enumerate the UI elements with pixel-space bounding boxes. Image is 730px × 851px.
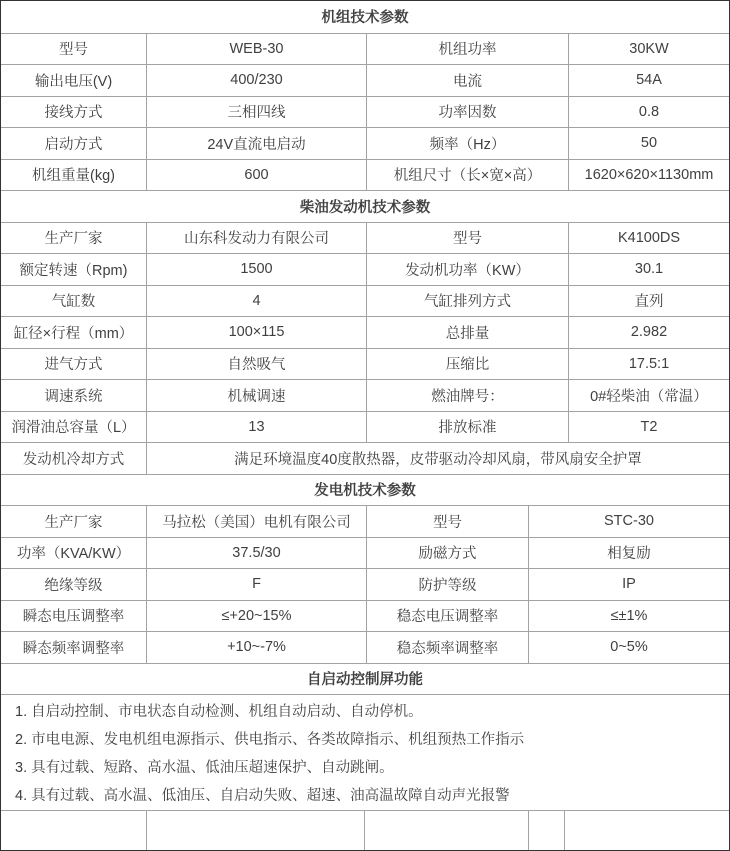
table-row xyxy=(1,411,729,443)
section-control-panel xyxy=(1,663,729,811)
param-value: T2 xyxy=(568,412,729,443)
param-label: 润滑油总容量（L） xyxy=(11,420,136,437)
param-value: 54A xyxy=(568,65,729,96)
param-value: 1500 xyxy=(146,254,366,285)
section-title-alternator: 发电机技术参数 xyxy=(1,474,729,506)
param-label: 输出电压(V) xyxy=(34,73,113,90)
param-value: +10~-7% xyxy=(146,632,366,663)
table-row xyxy=(1,159,729,191)
param-value: 机械调速 xyxy=(146,380,366,411)
param-value xyxy=(146,811,364,850)
section-alternator xyxy=(1,474,729,663)
param-label: 气缸排列方式 xyxy=(366,286,568,317)
param-value: 三相四线 xyxy=(146,97,366,128)
param-label: 型号 xyxy=(366,223,568,254)
param-value: 4 xyxy=(146,286,366,317)
param-label: 型号 xyxy=(366,506,528,537)
table-row xyxy=(1,285,729,317)
param-label: 励磁方式 xyxy=(366,538,528,569)
param-value: 100×115 xyxy=(146,317,366,348)
param-value: 13 xyxy=(146,412,366,443)
table-row xyxy=(1,96,729,128)
table-row xyxy=(1,600,729,632)
param-label: 瞬态频率调整率 xyxy=(22,640,125,657)
function-list-item: 1. 自启动控制、市电状态自动检测、机组自动启动、自动停机。 xyxy=(15,704,423,720)
table-row xyxy=(1,505,729,537)
param-value: 马拉松（美国）电机有限公司 xyxy=(146,506,366,537)
table-row xyxy=(1,537,729,569)
param-value: STC-30 xyxy=(528,506,729,537)
function-list xyxy=(1,694,729,810)
param-label: 调速系统 xyxy=(44,388,103,405)
param-label: 型号 xyxy=(59,42,88,59)
param-label: 发动机冷却方式 xyxy=(22,451,125,468)
param-label: 机组重量(kg) xyxy=(32,168,115,185)
table-row xyxy=(1,33,729,65)
param-label: 稳态电压调整率 xyxy=(366,601,528,632)
param-value: 满足环境温度40度散热器，皮带驱动冷却风扇，带风扇安全护罩 xyxy=(146,443,729,474)
param-value: 0.8 xyxy=(568,97,729,128)
param-value: 1620×620×1130mm xyxy=(568,160,729,191)
section-unit xyxy=(1,1,729,190)
table-row xyxy=(1,379,729,411)
param-value: 山东科发动力有限公司 xyxy=(146,223,366,254)
param-label: 功率（KVA/KW） xyxy=(16,546,131,563)
param-label: 功率因数 xyxy=(366,97,568,128)
param-value: 24V直流电启动 xyxy=(146,128,366,159)
param-label: 缸径×行程（mm） xyxy=(13,325,134,342)
table-row xyxy=(1,316,729,348)
param-label: 进气方式 xyxy=(44,357,103,374)
param-value: 0#轻柴油（常温） xyxy=(568,380,729,411)
param-value: 2.982 xyxy=(568,317,729,348)
table-row xyxy=(1,631,729,663)
table-row xyxy=(1,253,729,285)
param-value: 30.1 xyxy=(568,254,729,285)
section-title-unit: 机组技术参数 xyxy=(321,10,409,27)
section-engine xyxy=(1,190,729,474)
param-label xyxy=(1,811,146,850)
table-row xyxy=(1,810,729,850)
param-value: K4100DS xyxy=(568,223,729,254)
table-row xyxy=(1,222,729,254)
param-label xyxy=(364,811,528,850)
param-label: 压缩比 xyxy=(366,349,568,380)
param-label: 机组功率 xyxy=(366,34,568,65)
param-label: 总排量 xyxy=(366,317,568,348)
param-label: 机组尺寸（长×宽×高） xyxy=(366,160,568,191)
table-row xyxy=(1,64,729,96)
param-value: IP xyxy=(528,569,729,600)
param-label: 燃油牌号： xyxy=(366,380,568,411)
param-value: 400/230 xyxy=(146,65,366,96)
param-value: 17.5:1 xyxy=(568,349,729,380)
param-label: 排放标准 xyxy=(366,412,568,443)
param-label: 额定转速（Rpm) xyxy=(19,262,128,279)
section-title-control-panel: 自启动控制屏功能 xyxy=(1,663,729,695)
param-value: WEB-30 xyxy=(146,34,366,65)
param-value: ≤±1% xyxy=(528,601,729,632)
param-label: 绝缘等级 xyxy=(44,577,103,594)
param-label: 接线方式 xyxy=(44,105,103,122)
param-value: 600 xyxy=(146,160,366,191)
param-label: 稳态频率调整率 xyxy=(366,632,528,663)
table-row xyxy=(1,348,729,380)
param-label: 瞬态电压调整率 xyxy=(22,609,125,626)
function-list-item: 2. 市电电源、发电机组电源指示、供电指示、各类故障指示、机组预热工作指示 xyxy=(15,732,525,748)
section-footer-empty xyxy=(1,810,729,850)
table-row xyxy=(1,568,729,600)
param-value: 自然吸气 xyxy=(146,349,366,380)
param-label: 生产厂家 xyxy=(44,514,103,531)
param-value: 37.5/30 xyxy=(146,538,366,569)
param-label: 发动机功率（KW） xyxy=(366,254,568,285)
table-row xyxy=(1,442,729,474)
param-value: ≤+20~15% xyxy=(146,601,366,632)
param-value: 直列 xyxy=(568,286,729,317)
param-value: 30KW xyxy=(568,34,729,65)
param-label: 气缸数 xyxy=(51,294,96,311)
param-value xyxy=(528,811,564,850)
param-label: 电流 xyxy=(366,65,568,96)
param-label xyxy=(564,811,729,850)
param-label: 生产厂家 xyxy=(44,231,103,248)
param-label: 防护等级 xyxy=(366,569,528,600)
param-value: 相复励 xyxy=(528,538,729,569)
function-list-item: 3. 具有过载、短路、高水温、低油压超速保护、自动跳闸。 xyxy=(15,760,394,776)
function-list-item: 4. 具有过载、高水温、低油压、自启动失败、超速、油高温故障自动声光报警 xyxy=(15,788,510,804)
param-value: 0~5% xyxy=(528,632,729,663)
param-label: 启动方式 xyxy=(44,136,103,153)
param-label: 频率（Hz） xyxy=(366,128,568,159)
table-row xyxy=(1,127,729,159)
param-value: F xyxy=(146,569,366,600)
section-title-engine: 柴油发动机技术参数 xyxy=(1,190,729,222)
param-value: 50 xyxy=(568,128,729,159)
